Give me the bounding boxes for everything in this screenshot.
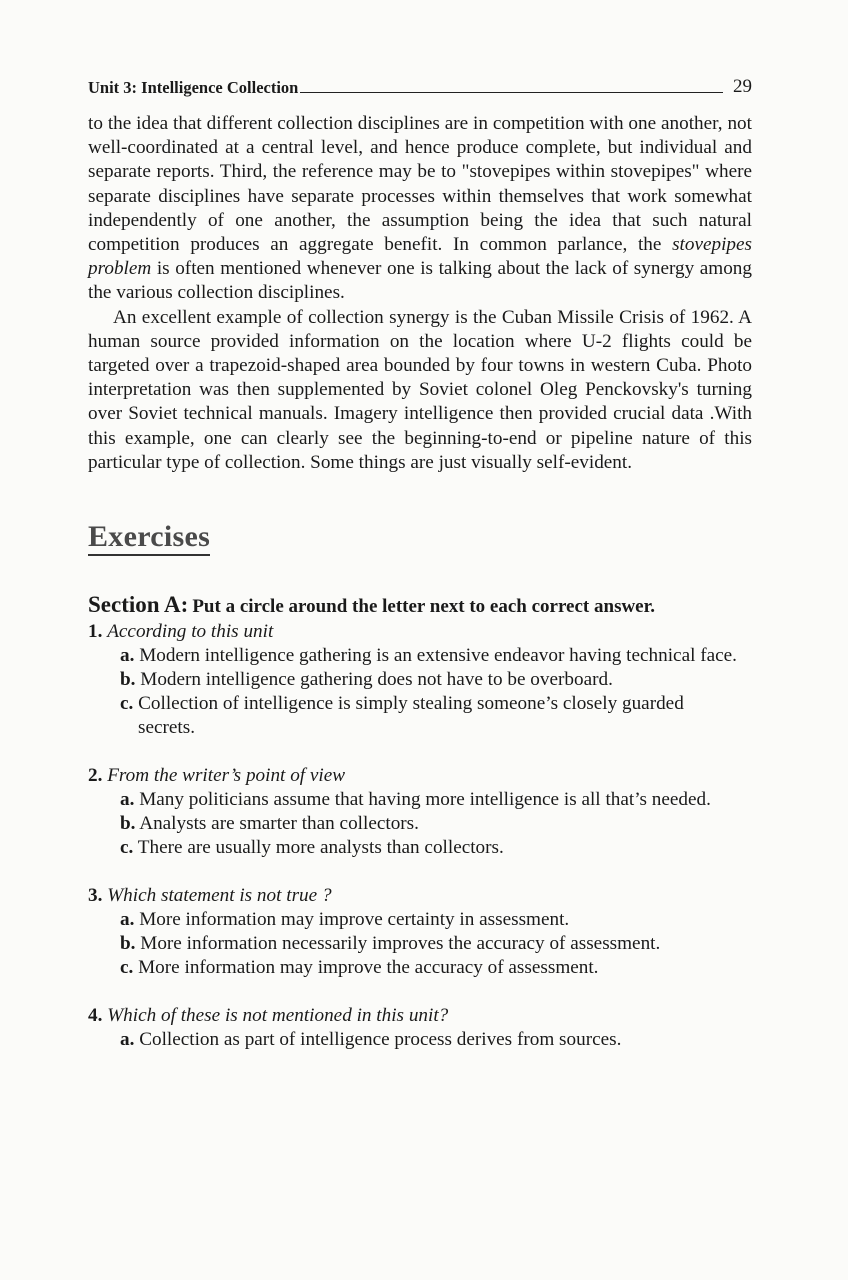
option-text: More information may improve the accuracy of assessment. [138, 957, 599, 979]
option-a[interactable] [88, 788, 752, 812]
option-text: Analysts are smarter than collectors. [139, 813, 419, 835]
option-text: More information necessarily improves the accuracy of assessment. [140, 933, 661, 955]
paragraph-cuban-missile-crisis: An excellent example of collection synergy is the Cuban Missile Crisis of 1962. A human source provided information on the location where U-2 flights could be targeted over a trapezoid-shaped area bounded by four towns in western Cuba. Photo interpretation was then supplemented by Soviet colonel Oleg Penckovsky's turning over Soviet technical manuals. Imagery intelligence then provided crucial data .With this example, one can clearly see the beginning-to-end or pipeline nature of this particular type of collection. Some things are just visually self-evident. [88, 306, 752, 473]
option-letter[interactable]: b. [120, 933, 136, 955]
question-number: 1. [88, 621, 103, 643]
option-letter[interactable]: a. [120, 645, 135, 667]
question-number: 3. [88, 885, 103, 907]
option-text: Collection of intelligence is simply stealing someone’s closely guarded secrets. [138, 693, 684, 739]
section-a-heading [88, 592, 752, 618]
option-letter[interactable]: a. [120, 909, 135, 931]
option-letter[interactable]: c. [120, 837, 134, 859]
option-a[interactable] [88, 644, 752, 668]
question-number: 4. [88, 1005, 103, 1027]
exercises-heading: Exercises [88, 521, 210, 556]
option-letter[interactable]: a. [120, 1029, 135, 1051]
option-letter[interactable]: b. [120, 813, 136, 835]
question-text: Which statement is not true ? [107, 885, 332, 907]
question-2 [88, 764, 752, 860]
italic-term: stovepipes problem [88, 234, 752, 280]
running-header [88, 70, 752, 98]
option-b[interactable] [88, 668, 752, 692]
option-text: Modern intelligence gathering is an extensive endeavor having technical face. [139, 645, 737, 667]
section-label: Section A: [88, 592, 189, 618]
option-text: More information may improve certainty in assessment. [139, 909, 570, 931]
header-rule [300, 92, 723, 93]
question-4 [88, 1004, 752, 1052]
question-stem [88, 764, 752, 788]
question-number: 2. [88, 765, 103, 787]
page-number: 29 [733, 76, 752, 97]
option-b[interactable] [88, 932, 752, 956]
option-letter[interactable]: a. [120, 789, 135, 811]
option-a[interactable] [88, 1028, 752, 1052]
option-a[interactable] [88, 908, 752, 932]
paragraph-text: is often mentioned whenever one is talking about the lack of synergy among the various collection disciplines. [88, 258, 752, 304]
question-text: From the writer’s point of view [107, 765, 346, 787]
option-letter[interactable]: c. [120, 957, 134, 979]
option-text: Many politicians assume that having more intelligence is all that’s needed. [139, 789, 711, 811]
option-c[interactable] [88, 692, 752, 740]
option-b[interactable] [88, 812, 752, 836]
option-text: Collection as part of intelligence process derives from sources. [139, 1029, 622, 1051]
paragraph-continued [88, 112, 752, 306]
unit-title: Unit 3: Intelligence Collection [88, 78, 299, 97]
section-instruction: Put a circle around the letter next to each correct answer. [192, 596, 656, 618]
question-text: According to this unit [107, 621, 274, 643]
question-stem [88, 1004, 752, 1028]
option-c[interactable] [88, 836, 752, 860]
question-1 [88, 620, 752, 740]
question-text: Which of these is not mentioned in this unit? [107, 1005, 449, 1027]
question-stem [88, 884, 752, 908]
option-letter[interactable]: c. [120, 693, 134, 715]
option-c[interactable] [88, 956, 752, 980]
paragraph-text: to the idea that different collection disciplines are in competition with one another, not well-coordinated at a central level, and hence produce complete, but individual and separate reports. Third, the reference may be to "stovepipes within stovepipes" where separate disciplines have separate processes within themselves that work somewhat independently of one another, the assumption being the idea that such natural competition produces an aggregate benefit. In common parlance, the [88, 113, 752, 256]
option-text: There are usually more analysts than collectors. [137, 837, 504, 859]
book-page [88, 70, 752, 1052]
option-text: Modern intelligence gathering does not have to be overboard. [140, 669, 613, 691]
question-3 [88, 884, 752, 980]
option-letter[interactable]: b. [120, 669, 136, 691]
question-stem [88, 620, 752, 644]
body-text [88, 112, 752, 475]
